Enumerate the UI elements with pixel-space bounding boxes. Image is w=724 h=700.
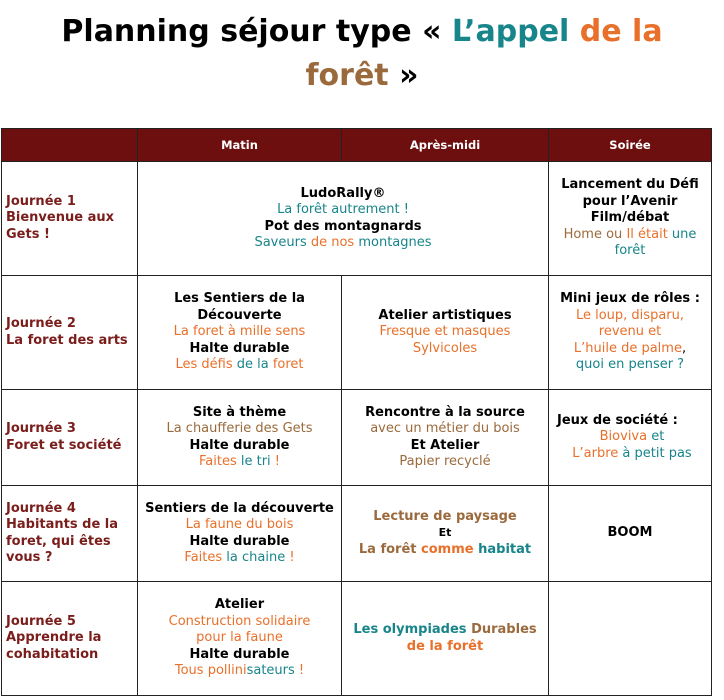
day-subtitle: Habitants de la foret, qui êtes vous ? <box>6 517 119 565</box>
table-row <box>2 162 712 276</box>
day-label-2 <box>2 276 138 390</box>
day4-matin <box>138 486 342 582</box>
day2-soiree <box>549 276 712 390</box>
day5-apres-midi <box>342 582 549 696</box>
day4-soiree <box>549 486 712 582</box>
activity-line: Les Sentiers de la <box>174 291 305 307</box>
activity-line: Faites <box>184 550 227 565</box>
activity-line: sateurs <box>246 663 295 679</box>
activity-line: Halte durable <box>189 437 290 453</box>
activity-line: Tous <box>174 663 208 679</box>
activity-line: Il était <box>626 226 672 242</box>
activity-line: habitat <box>478 541 532 557</box>
day3-soiree <box>549 390 712 486</box>
day-number: Journée 1 <box>6 193 76 209</box>
title-part-5: » <box>388 58 419 93</box>
activity-line: de la forêt <box>406 638 484 654</box>
activity-line: Durables <box>471 622 537 637</box>
activity-line: Fresque et masques <box>379 324 511 340</box>
day-number: Journée 2 <box>6 316 76 331</box>
activity-line: pollini <box>207 663 247 679</box>
day-number: Journée 4 <box>6 500 76 516</box>
activity-line: une <box>671 226 697 242</box>
activity-line: ! <box>285 550 295 565</box>
activity-line: Pot des montagnards <box>264 218 422 234</box>
activity-line: ! <box>294 663 305 679</box>
day1-soiree <box>549 162 712 276</box>
title-part-4: forêt <box>305 58 389 93</box>
day3-matin <box>138 390 342 486</box>
day-subtitle: La foret des arts <box>6 332 128 348</box>
activity-line: avec un métier du bois <box>370 421 520 436</box>
activity-line: BOOM <box>607 525 653 541</box>
activity-line: L’huile de palme <box>573 340 682 356</box>
table-row <box>2 582 712 696</box>
day3-apres-midi <box>342 390 549 486</box>
activity-line: Découverte <box>197 307 282 323</box>
day-subtitle: Bienvenue aux Gets ! <box>6 210 114 242</box>
day-label-3 <box>2 390 138 486</box>
page-title <box>0 10 724 98</box>
header-apres-midi: Après-midi <box>342 129 549 162</box>
activity-line: de la <box>236 357 273 373</box>
day4-apres-midi <box>342 486 549 582</box>
activity-line: le tri <box>240 454 271 469</box>
activity-line: La chaufferie des Gets <box>166 421 313 436</box>
activity-line: L’arbre <box>572 445 623 461</box>
activity-line: et <box>651 429 665 445</box>
activity-line: Atelier artistiques <box>378 307 512 323</box>
day-label-5 <box>2 582 138 696</box>
activity-line: Sentiers de la découverte <box>145 500 334 516</box>
day1-activities <box>138 162 549 276</box>
activity-line: LudoRally® <box>300 185 386 201</box>
header-blank <box>2 129 138 162</box>
day-subtitle: Apprendre la cohabitation <box>6 630 102 662</box>
activity-line: comme <box>421 541 479 557</box>
planning-table <box>1 128 712 696</box>
activity-line: Sylvicoles <box>412 340 478 356</box>
day-subtitle: Foret et société <box>6 437 122 453</box>
header-soiree: Soirée <box>549 129 712 162</box>
activity-line: Lancement du Défi <box>561 177 699 193</box>
activity-line: à petit pas <box>622 445 692 461</box>
activity-line: de nos <box>310 235 359 250</box>
header-matin: Matin <box>138 129 342 162</box>
activity-line: Et Atelier <box>410 437 480 453</box>
day5-soiree <box>549 582 712 696</box>
activity-line: Home ou <box>563 226 627 242</box>
day-number: Journée 5 <box>6 613 76 629</box>
activity-line: Les olympiades <box>353 622 472 637</box>
activity-line: Halte durable <box>189 533 290 549</box>
activity-line: Atelier <box>214 597 265 613</box>
day2-apres-midi <box>342 276 549 390</box>
activity-line: Le loup, disparu, <box>575 307 685 323</box>
activity-line: Halte durable <box>189 340 290 356</box>
activity-line: pour l’Avenir <box>582 193 678 209</box>
activity-line: foret <box>272 357 304 373</box>
activity-line: pour la faune <box>196 630 283 646</box>
title-part-1: Planning séjour type « <box>61 14 452 49</box>
activity-line: Les défis <box>175 357 237 373</box>
activity-line: Et <box>438 526 452 540</box>
day-label-4 <box>2 486 138 582</box>
activity-line: la chaine <box>226 550 286 565</box>
activity-line: Mini jeux de rôles : <box>560 291 700 307</box>
activity-line: Saveurs <box>254 235 311 250</box>
activity-line: Site à thème <box>192 404 287 420</box>
activity-line: La foret à mille sens <box>173 324 306 340</box>
activity-line: Faites <box>198 454 241 469</box>
title-part-2: L’appel <box>451 14 580 49</box>
activity-line: Lecture de paysage <box>373 508 517 524</box>
activity-line: Papier recyclé <box>399 454 491 469</box>
header-row <box>2 129 712 162</box>
activity-line: Halte durable <box>189 646 290 662</box>
activity-line: montagnes <box>358 235 432 250</box>
activity-line: Construction solidaire <box>168 613 311 629</box>
table-row <box>2 486 712 582</box>
activity-line: ! <box>270 454 280 469</box>
activity-line: Rencontre à la source <box>365 404 525 420</box>
activity-line: La forêt autrement ! <box>277 202 409 217</box>
activity-line: La faune du bois <box>185 517 294 532</box>
day5-matin <box>138 582 342 696</box>
activity-line: quoi en penser ? <box>575 357 685 373</box>
activity-line: Film/débat <box>590 210 670 226</box>
activity-line: Bioviva <box>599 429 652 445</box>
title-part-3: de la <box>579 14 663 49</box>
day-number: Journée 3 <box>6 421 76 436</box>
activity-line: La forêt <box>358 541 422 557</box>
day-label-1 <box>2 162 138 276</box>
day2-matin <box>138 276 342 390</box>
table-row <box>2 276 712 390</box>
activity-line: forêt <box>614 243 646 259</box>
table-row <box>2 390 712 486</box>
activity-line: Jeux de société : <box>557 412 678 428</box>
activity-line: , <box>681 340 687 356</box>
activity-line: revenu et <box>598 324 662 340</box>
